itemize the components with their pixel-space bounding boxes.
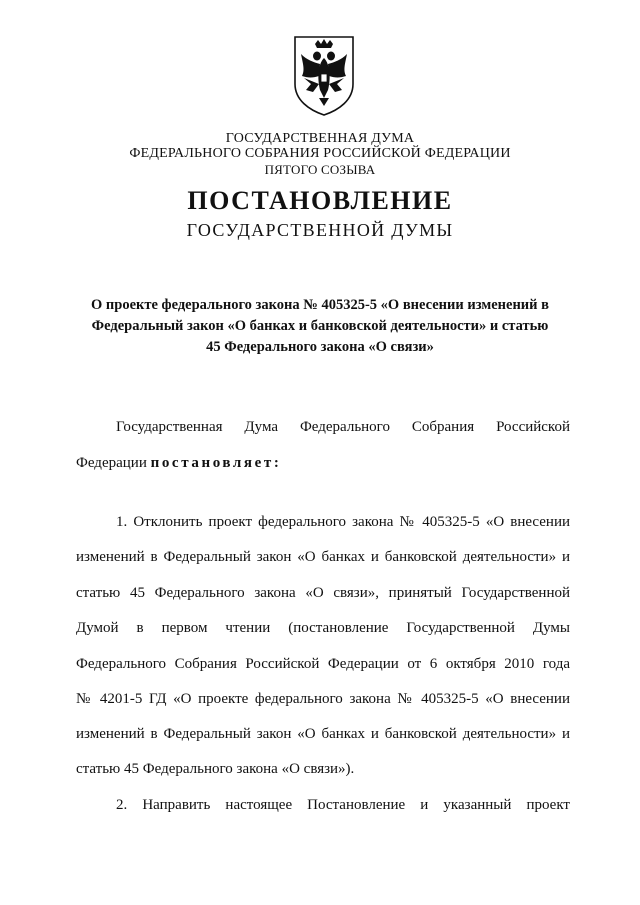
preamble-text: Федерации	[76, 455, 151, 471]
paragraph-1-line: 1. Отклонить проект федерального закона № 405325-5 «О внесении	[116, 514, 570, 530]
paragraph-1-line: статью 45 Федерального закона «О связи», принятый Государственной	[76, 585, 570, 601]
document-type-subtitle: ГОСУДАРСТВЕННОЙ ДУМЫ	[186, 220, 454, 240]
paragraph-1-line: № 4201-5 ГД «О проекте федерального закона № 405325-5 «О внесении	[76, 691, 570, 707]
paragraph-1-line: статью 45 Федерального закона «О связи»).	[76, 761, 355, 777]
preamble-line: Государственная Дума Федерального Собрания Российской	[116, 419, 570, 435]
resolves-word: постановляет:	[150, 455, 282, 471]
subject-heading	[60, 295, 580, 358]
subject-line: О проекте федерального закона № 405325-5 «О внесении изменений в	[91, 297, 549, 313]
subject-line: 45 Федерального закона «О связи»	[206, 339, 434, 355]
organization-line-1: ГОСУДАРСТВЕННАЯ ДУМА	[225, 131, 415, 146]
paragraph-1-line: Федерального Собрания Российской Федерации от 6 октября 2010 года	[76, 656, 570, 672]
convocation: ПЯТОГО СОЗЫВА	[264, 162, 376, 177]
paragraph-2-line: 2. Направить настоящее Постановление и указанный проект	[116, 797, 570, 813]
paragraph-1-line: изменений в Федеральный закон «О банках и банковской деятельности» и	[76, 549, 570, 565]
document-type-title: ПОСТАНОВЛЕНИЕ	[187, 186, 453, 215]
paragraph-1-line: изменений в Федеральный закон «О банках и банковской деятельности» и	[76, 726, 570, 742]
preamble-line	[76, 455, 570, 472]
paragraph-1-line: Думой в первом чтении (постановление Государственной Думы	[76, 620, 570, 636]
russian-coat-of-arms-icon	[291, 34, 357, 118]
organization-line-2: ФЕДЕРАЛЬНОГО СОБРАНИЯ РОССИЙСКОЙ ФЕДЕРАЦИИ	[129, 146, 511, 161]
subject-line: Федеральный закон «О банках и банковской деятельности» и статью	[91, 318, 549, 334]
